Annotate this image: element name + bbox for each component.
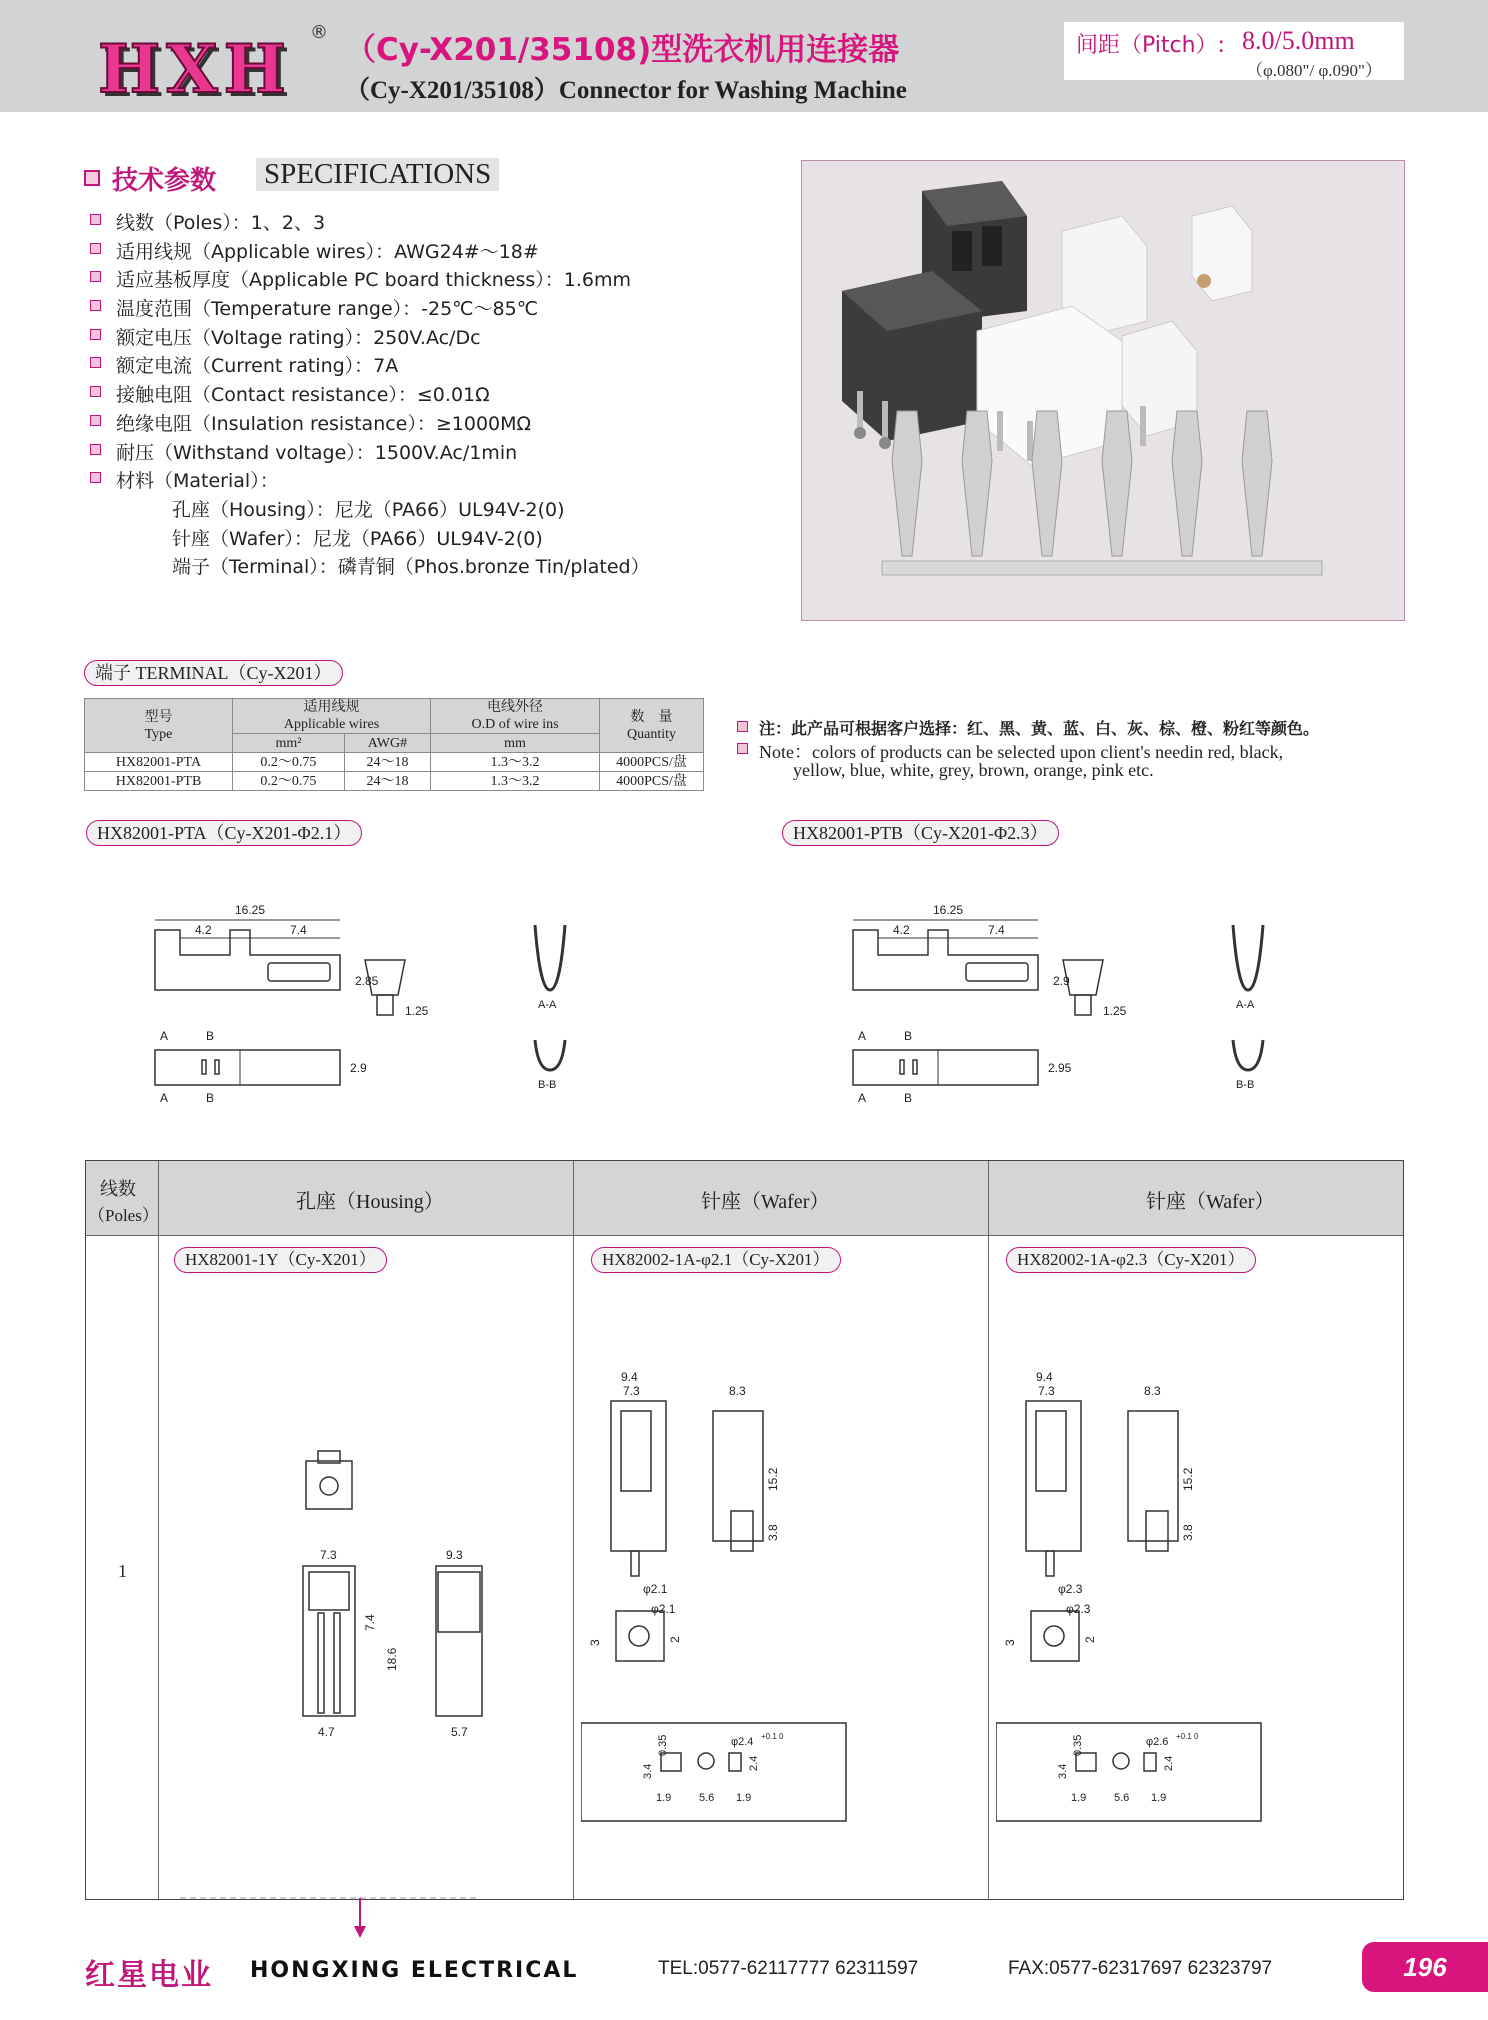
svg-text:B: B [206,1091,215,1105]
note-cn: 注：此产品可根据客户选择：红、黑、黄、蓝、白、灰、棕、橙、粉红等颜色。 [737,716,1437,738]
section-label: A-A [538,999,557,1011]
pitch-label: 间距（Pitch）: [1076,33,1225,58]
spec-item [88,237,788,266]
svg-text:2: 2 [668,1636,682,1643]
spec-item [88,323,788,352]
spec-item [88,438,788,467]
connector-illustration [802,161,1406,622]
spec-item [88,380,788,409]
svg-text:A: A [858,1029,867,1043]
dim-text: 2.9 [1053,974,1070,988]
product-photo [801,160,1405,621]
svg-text:2: 2 [1083,1636,1097,1643]
svg-text:7.3: 7.3 [1038,1384,1055,1398]
footer-company-cn: 红星电业 [85,1958,213,1993]
color-note [737,716,1437,782]
col-divider [988,1161,989,1899]
registered-mark: ® [310,22,328,43]
housing-header: 孔座（Housing） [296,1189,444,1213]
square-bullet-icon [737,743,748,754]
page-title-en: （Cy-X201/35108）Connector for Washing Machine [345,77,907,104]
dim-text: 16.25 [235,903,266,917]
material-item [88,495,788,524]
spec-text: 线数（Poles）：1、2、3 [116,212,326,234]
pitch-sub: （φ.080"/ φ.090"） [1246,61,1382,80]
svg-text:φ2.1: φ2.1 [651,1602,676,1616]
section-label: B-B [538,1079,557,1091]
dim-text: 1.25 [1103,1004,1127,1018]
dim-text: 4.2 [195,923,212,937]
square-bullet-icon [90,214,101,225]
dim-text: 2.95 [1048,1061,1072,1075]
svg-text:9.4: 9.4 [621,1370,638,1384]
svg-text:0.35: 0.35 [1072,1734,1084,1756]
spec-text: 材料（Material）： [116,470,279,493]
pitch-box [1064,22,1404,80]
spec-item [88,466,788,495]
th-qty: 数 量 Quantity [600,699,704,753]
poles-header-en: （Poles） [88,1206,159,1225]
svg-text:+0.1 0: +0.1 0 [1176,1732,1199,1741]
spec-text: 适应基板厚度（Applicable PC board thickness）：1.6mm [116,269,631,292]
spec-item [88,409,788,438]
svg-text:+0.1 0: +0.1 0 [761,1732,784,1741]
terminal-section-label [84,660,343,686]
svg-text:1.9: 1.9 [736,1792,752,1804]
footer-company-en: HONGXING ELECTRICAL [250,1958,579,1983]
dim-text: 2.9 [350,1061,367,1075]
spec-text: 额定电流（Current rating）：7A [116,355,399,378]
parts-table [85,1160,1404,1900]
spec-text: 绝缘电阻（Insulation resistance）：≥1000MΩ [116,412,532,435]
th-wires: 适用线规 Applicable wires [233,699,431,734]
spec-item [88,351,788,380]
col-divider [573,1161,574,1899]
svg-text:8.3: 8.3 [729,1384,746,1398]
dim-text: 7.4 [988,923,1005,937]
page-title-cn: （Cy-X201/35108)型洗衣机用连接器 [345,32,900,68]
spec-text: 温度范围（Temperature range）：-25℃～85℃ [116,298,539,321]
col-divider [158,1161,159,1899]
housing-part-label: HX82001-1Y（Cy-X201） [174,1247,387,1273]
row-pole-count: 1 [118,1561,127,1581]
note-en-1: Note：colors of products can be selected upon client's needin red, black, [737,738,1437,760]
wafer1-drawing [581,1361,986,1881]
svg-text:1.9: 1.9 [656,1792,672,1804]
dim-text: 16.25 [933,903,964,917]
svg-text:5.6: 5.6 [699,1792,715,1804]
ptb-label: HX82001-PTB（Cy-X201-Φ2.3） [782,820,1059,846]
svg-text:15.2: 15.2 [1181,1467,1195,1491]
square-bullet-icon [90,300,101,311]
material-item [88,524,788,553]
svg-text:φ2.3: φ2.3 [1058,1582,1083,1596]
terminal-label-en: TERMINAL（Cy-X201） [135,663,332,683]
page-header [0,0,1488,112]
table-row: HX82001-PTB 0.2～0.75 24～18 1.3～3.2 4000PCS/盘 [85,772,704,791]
svg-text:4.7: 4.7 [318,1725,335,1739]
svg-text:7.3: 7.3 [623,1384,640,1398]
svg-text:2.4: 2.4 [748,1755,760,1771]
material-item [88,552,788,581]
square-bullet-icon [737,721,748,732]
wafer1-part-label: HX82002-1A-φ2.1（Cy-X201） [591,1247,841,1273]
material-text: 针座（Wafer）：尼龙（PA66）UL94V-2(0) [172,527,543,550]
spec-list [88,208,788,581]
svg-text:9.3: 9.3 [446,1548,463,1562]
svg-text:φ2.6: φ2.6 [1146,1736,1169,1748]
square-bullet-icon [90,386,101,397]
svg-text:A: A [858,1091,867,1105]
wafer-header-1: 针座（Wafer） [701,1189,830,1213]
pta-drawing [140,890,600,1110]
svg-text:15.2: 15.2 [766,1467,780,1491]
svg-text:1.9: 1.9 [1151,1792,1167,1804]
svg-text:B: B [206,1029,215,1043]
dim-text: 4.2 [893,923,910,937]
footer-tel: TEL:0577-62117777 62311597 [658,1958,919,1979]
th-awg: AWG# [344,734,430,753]
spec-item [88,294,788,323]
svg-text:φ2.3: φ2.3 [1066,1602,1091,1616]
square-bullet-icon [84,170,100,186]
square-bullet-icon [90,357,101,368]
svg-text:7.3: 7.3 [320,1548,337,1562]
svg-text:8.3: 8.3 [1144,1384,1161,1398]
svg-text:0.35: 0.35 [657,1734,669,1756]
pta-label: HX82001-PTA（Cy-X201-Φ2.1） [86,820,362,846]
svg-text:φ2.4: φ2.4 [731,1736,754,1748]
wafer2-part-label: HX82002-1A-φ2.3（Cy-X201） [1006,1247,1256,1273]
terminal-spec-table [84,698,704,791]
square-bullet-icon [90,415,101,426]
note-en-2: yellow, blue, white, grey, brown, orange, pink etc. [793,760,1154,780]
svg-text:3.8: 3.8 [766,1524,780,1541]
terminal-label-cn: 端子 [95,663,131,684]
svg-text:3.4: 3.4 [642,1763,654,1779]
dim-text: 2.85 [355,974,379,988]
svg-text:B: B [904,1029,913,1043]
square-bullet-icon [90,472,101,483]
brand-logo: HXH [98,30,292,108]
spec-heading-cn: 技术参数 [112,166,217,196]
material-text: 孔座（Housing）：尼龙（PA66）UL94V-2(0) [172,498,565,521]
spec-heading-en: SPECIFICATIONS [256,158,499,191]
pitch-value: 8.0/5.0mm [1242,26,1355,55]
dim-text: 7.4 [290,923,307,937]
spec-item [88,265,788,294]
svg-text:1.9: 1.9 [1071,1792,1087,1804]
square-bullet-icon [90,243,101,254]
spec-text: 接触电阻（Contact resistance）：≤0.01Ω [116,384,490,407]
wafer-header-2: 针座（Wafer） [1146,1189,1275,1213]
svg-text:3: 3 [588,1639,602,1646]
svg-text:φ2.1: φ2.1 [643,1582,668,1596]
housing-drawing [206,1441,506,1811]
svg-text:B: B [904,1091,913,1105]
wafer2-drawing [996,1361,1401,1881]
poles-header: 线数 [100,1179,136,1200]
svg-text:A: A [160,1091,169,1105]
th-type: 型号 Type [85,699,233,753]
th-mm2: mm² [233,734,345,753]
square-bullet-icon [90,444,101,455]
ptb-drawing [838,890,1298,1110]
material-text: 端子（Terminal）：磷青铜（Phos.bronze Tin/plated） [172,556,650,579]
svg-text:7.4: 7.4 [363,1614,377,1631]
svg-text:18.6: 18.6 [385,1647,399,1671]
dim-text: 1.25 [405,1004,429,1018]
section-label: B-B [1236,1079,1255,1091]
spec-text: 适用线规（Applicable wires）：AWG24#～18# [116,240,539,263]
th-mm: mm [431,734,600,753]
spec-text: 额定电压（Voltage rating）：250V.Ac/Dc [116,326,481,349]
page-number: 196 [1362,1942,1488,1992]
svg-text:5.7: 5.7 [451,1725,468,1739]
svg-text:2.4: 2.4 [1163,1755,1175,1771]
continuation-arrow-icon [180,1896,480,1942]
spec-item [88,208,788,237]
svg-text:5.6: 5.6 [1114,1792,1130,1804]
th-od: 电线外径 O.D of wire ins [431,699,600,734]
square-bullet-icon [90,271,101,282]
spec-text: 耐压（Withstand voltage）：1500V.Ac/1min [116,441,518,464]
svg-text:3: 3 [1003,1639,1017,1646]
section-label: A-A [1236,999,1255,1011]
footer-fax: FAX:0577-62317697 62323797 [1008,1958,1273,1979]
square-bullet-icon [90,329,101,340]
table-row: HX82001-PTA 0.2～0.75 24～18 1.3～3.2 4000PCS/盘 [85,753,704,772]
svg-text:3.8: 3.8 [1181,1524,1195,1541]
svg-text:A: A [160,1029,169,1043]
svg-text:3.4: 3.4 [1057,1763,1069,1779]
svg-text:9.4: 9.4 [1036,1370,1053,1384]
